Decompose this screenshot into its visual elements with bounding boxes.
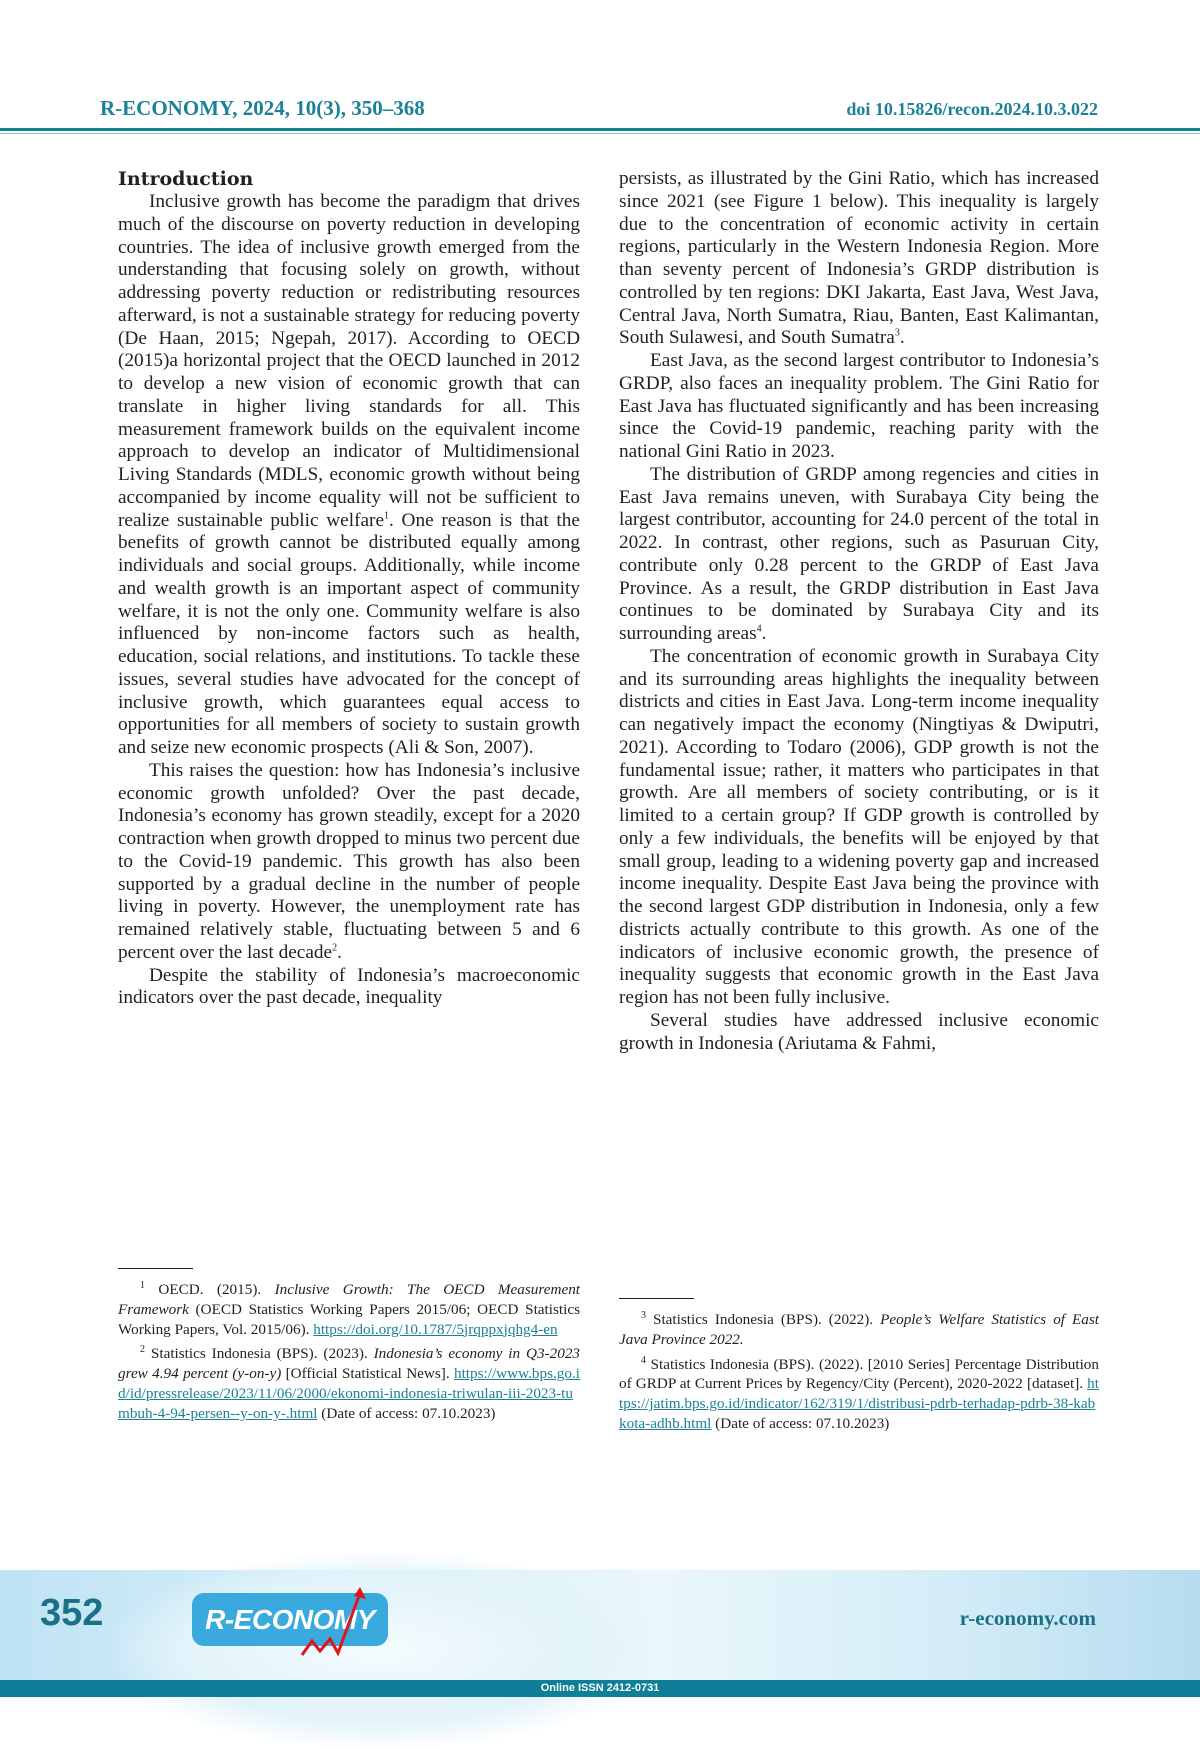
- footnote-separator: [118, 1268, 193, 1269]
- footnotes-right: [619, 1310, 1099, 1439]
- page-footer: [0, 1570, 1200, 1680]
- section-heading: Introduction: [118, 168, 580, 191]
- footnotes-left: [118, 1280, 580, 1429]
- website-link[interactable]: r-economy.com: [960, 1606, 1096, 1631]
- r-economy-logo: R-ECONOMY: [192, 1593, 388, 1646]
- footnote-link[interactable]: https://doi.org/10.1787/5jrqppxjqhg4-en: [313, 1321, 557, 1338]
- issn-bar: Online ISSN 2412-0731: [0, 1680, 1200, 1697]
- footnote-ref[interactable]: 3: [895, 328, 900, 339]
- footnote-4: 4 Statistics Indonesia (BPS). (2022). [2010 Series] Percentage Distribution of GRDP at Current Prices by Regency/City (Percent), 2020-2022 [dataset]. https://jatim.bps.go.id/indicator/162/319/1/distribusi-pdrb-terhadap-pdrb-38-kabkota-adhb.html (Date of access: 07.10.2023): [619, 1355, 1099, 1434]
- footnote-ref[interactable]: 4: [757, 624, 762, 635]
- paragraph: Despite the stability of Indonesia’s macroeconomic indicators over the past decade, inequality: [118, 965, 580, 1011]
- paragraph: This raises the question: how has Indonesia’s inclusive economic growth unfolded? Over the past decade, Indonesia’s economy has grown steadily, except for a 2020 contraction when growth dropped to minus two percent due to the Covid-19 pandemic. This growth has also been supported by a gradual decline in the number of people living in poverty. However, the unemployment rate has remained relatively stable, fluctuating between 5 and 6 percent over the last decade2.: [118, 760, 580, 965]
- footnote-1: 1 OECD. (2015). Inclusive Growth: The OECD Measurement Framework (OECD Statistics Working Papers 2015/06; OECD Statistics Working Papers, Vol. 2015/06). https://doi.org/10.1787/5jrqppxjqhg4-en: [118, 1280, 580, 1339]
- doi: doi 10.15826/recon.2024.10.3.022: [846, 99, 1098, 120]
- trend-arrow-icon: [282, 1583, 402, 1663]
- paragraph: The distribution of GRDP among regencies and cities in East Java remains uneven, with Surabaya City being the largest contributor, accounting for 24.0 percent of the total in 2022. In contrast, other regions, such as Pasuruan City, contribute only 0.28 percent to the GRDP of East Java Province. As a result, the GRDP distribution in East Java continues to be dominated by Surabaya City and its surrounding areas4.: [619, 464, 1099, 646]
- header-divider-thin: [0, 133, 1200, 134]
- footnote-3: 3 Statistics Indonesia (BPS). (2022). People’s Welfare Statistics of East Java Province 2022.: [619, 1310, 1099, 1350]
- footnote-separator: [619, 1298, 694, 1299]
- header-divider: [0, 128, 1200, 131]
- paragraph: persists, as illustrated by the Gini Ratio, which has increased since 2021 (see Figure 1 below). This inequality is largely due to the concentration of economic activity in certain regions, particularly in the Western Indonesia Region. More than seventy percent of Indonesia’s GRDP distribution is controlled by ten regions: DKI Jakarta, East Java, West Java, Central Java, North Sumatra, Riau, Banten, East Kalimantan, South Sulawesi, and South Sumatra3.: [619, 168, 1099, 350]
- footnote-2: 2 Statistics Indonesia (BPS). (2023). Indonesia’s economy in Q3-2023 grew 4.94 percent (y-on-y) [Official Statistical News]. https://www.bps.go.id/id/pressrelease/2023/11/06/2000/ekonomi-indonesia-triwulan-iii-2023-tumbuh-4-94-persen--y-on-y-.html (Date of access: 07.10.2023): [118, 1344, 580, 1423]
- footnote-ref[interactable]: 2: [332, 942, 337, 953]
- paragraph: The concentration of economic growth in Surabaya City and its surrounding areas highlights the inequality between districts and cities in East Java. Long-term income inequality can negatively impact the economy (Ningtiyas & Dwiputri, 2021). According to Todaro (2006), GDP growth is not the fundamental issue; rather, it matters who participates in that growth. Are all members of society contributing, or is it limited to a certain group? If GDP growth is controlled by only a few individuals, the benefits will be enjoyed by that small group, leading to a widening poverty gap and increased income inequality. Despite East Java being the province with the second largest GDP distribution in Indonesia, only a few districts actually contribute to this growth. As one of the indicators of inclusive economic growth, the presence of inequality suggests that economic growth in the East Java region has not been fully inclusive.: [619, 646, 1099, 1010]
- paragraph: Several studies have addressed inclusive economic growth in Indonesia (Ariutama & Fahmi,: [619, 1010, 1099, 1056]
- footnote-ref[interactable]: 1: [384, 510, 389, 521]
- left-column: [118, 168, 580, 1010]
- journal-citation: R-ECONOMY, 2024, 10(3), 350–368: [100, 96, 425, 121]
- footnote-link[interactable]: https://www.bps.go.id/id/pressrelease/2023/11/06/2000/ekonomi-indonesia-triwulan-iii-2023-tumbuh-4-94-persen--y-on-y-.html: [118, 1365, 580, 1422]
- right-column: [619, 168, 1099, 1055]
- footnote-link[interactable]: https://jatim.bps.go.id/indicator/162/319/1/distribusi-pdrb-terhadap-pdrb-38-kabkota-adhb.html: [619, 1375, 1099, 1432]
- page-number: 352: [40, 1592, 103, 1635]
- paragraph: East Java, as the second largest contributor to Indonesia’s GRDP, also faces an inequality problem. The Gini Ratio for East Java has fluctuated significantly and has been increasing since the Covid-19 pandemic, reaching parity with the national Gini Ratio in 2023.: [619, 350, 1099, 464]
- paragraph: Inclusive growth has become the paradigm that drives much of the discourse on poverty reduction in developing countries. The idea of inclusive growth emerged from the understanding that focusing solely on growth, without addressing poverty reduction or redistributing resources afterward, is not a sustainable strategy for reducing poverty (De Haan, 2015; Ngepah, 2017). According to OECD (2015)a horizontal project that the OECD launched in 2012 to develop a new vision of economic growth that can translate in higher living standards for all. This measurement framework builds on the equivalent income approach to develop an indicator of Multidimensional Living Standards (MDLS, economic growth without being accompanied by income equality will not be sufficient to realize sustainable public welfare1. One reason is that the benefits of growth cannot be distributed equally among individuals and social groups. Additionally, while income and wealth growth is an important aspect of community welfare, it is not the only one. Community welfare is also influenced by non-income factors such as health, education, social relations, and institutions. To tackle these issues, several studies have advocated for the concept of inclusive growth, which guarantees equal access to opportunities for all members of society to sustain growth and seize new economic prospects (Ali & Son, 2007).: [118, 191, 580, 760]
